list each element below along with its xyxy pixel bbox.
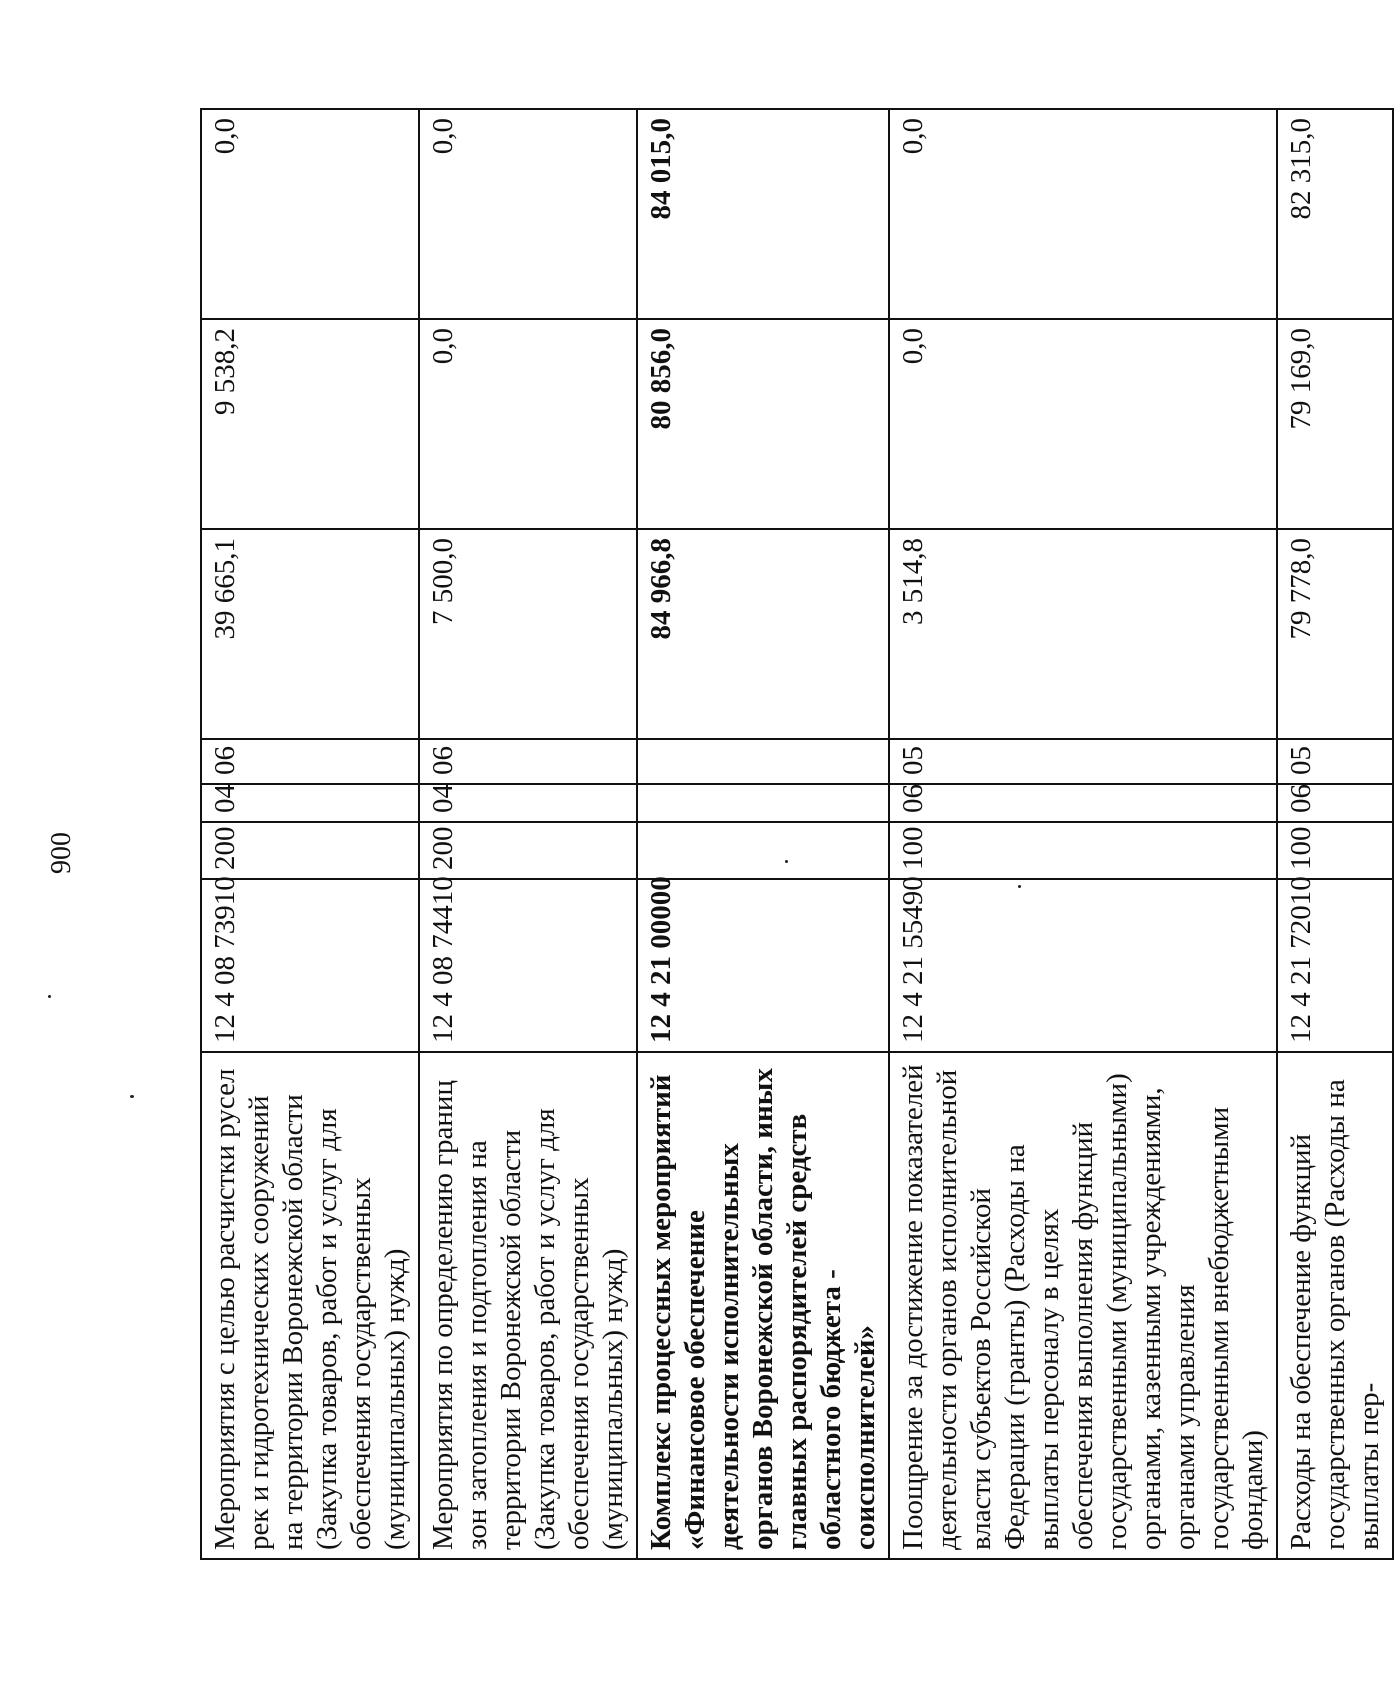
table-row — [419, 109, 637, 1559]
amount-year-2: 9 538,2 — [201, 319, 419, 529]
amount-year-3: 82 315,0 — [1277, 109, 1393, 319]
target-article-code: 12 4 08 73910 — [201, 879, 419, 1052]
amount-year-2: 80 856,0 — [637, 319, 889, 529]
subsection-code — [637, 739, 889, 784]
subsection-code: 05 — [889, 739, 1277, 784]
section-code: 04 — [201, 784, 419, 822]
section-code: 04 — [419, 784, 637, 822]
expense-type-code: 100 — [889, 822, 1277, 879]
row-description: Поощрение за достижение показателей деятельности органов исполнительной власти субъектов Российской Федерации (гранты) (Расходы на выплаты персоналу в целях обеспечения выполнения функций государственными (муниципальными) органами, казенными учреждениями, органами управления государственными внебюджетными фондами) — [889, 1052, 1277, 1559]
budget-table — [200, 108, 1394, 1560]
amount-year-1: 84 966,8 — [637, 529, 889, 739]
row-description: Комплекс процессных мероприятий «Финансовое обеспечение деятельности исполнительных органов Воронежской области, иных главных распорядителей средств областного бюджета - соисполнителей» — [637, 1052, 889, 1559]
table-row — [889, 109, 1277, 1559]
expense-type-code: 200 — [201, 822, 419, 879]
amount-year-2: 0,0 — [419, 319, 637, 529]
table-row — [637, 109, 889, 1559]
subsection-code: 06 — [201, 739, 419, 784]
page-number: 900 — [46, 832, 77, 874]
row-description: Мероприятия с целью расчистки русел рек и гидротехнических сооружений на территории Воронежской области (Закупка товаров, работ и услуг для обеспечения государственных (муниципальных) нужд) — [201, 1052, 419, 1559]
amount-year-3: 0,0 — [201, 109, 419, 319]
target-article-code: 12 4 21 55490 — [889, 879, 1277, 1052]
amount-year-1: 79 778,0 — [1277, 529, 1393, 739]
target-article-code: 12 4 21 72010 — [1277, 879, 1393, 1052]
amount-year-2: 0,0 — [889, 319, 1277, 529]
expense-type-code: 200 — [419, 822, 637, 879]
amount-year-3: 0,0 — [889, 109, 1277, 319]
scan-speck — [48, 995, 51, 998]
amount-year-2: 79 169,0 — [1277, 319, 1393, 529]
row-description: Мероприятия по определению границ зон затопления и подтопления на территории Воронежской области (Закупка товаров, работ и услуг для обеспечения государственных (муниципальных) нужд) — [419, 1052, 637, 1559]
expense-type-code: 100 — [1277, 822, 1393, 879]
table-row — [1277, 109, 1393, 1559]
target-article-code: 12 4 21 00000 — [637, 879, 889, 1052]
rotated-table-container — [200, 110, 1385, 1560]
amount-year-1: 39 665,1 — [201, 529, 419, 739]
subsection-code: 05 — [1277, 739, 1393, 784]
section-code: 06 — [1277, 784, 1393, 822]
amount-year-1: 7 500,0 — [419, 529, 637, 739]
section-code — [637, 784, 889, 822]
amount-year-3: 84 015,0 — [637, 109, 889, 319]
amount-year-1: 3 514,8 — [889, 529, 1277, 739]
subsection-code: 06 — [419, 739, 637, 784]
row-description: Расходы на обеспечение функций государственных органов (Расходы на выплаты пер- — [1277, 1052, 1393, 1559]
section-code: 06 — [889, 784, 1277, 822]
expense-type-code — [637, 822, 889, 879]
scan-speck — [130, 1095, 134, 1098]
target-article-code: 12 4 08 74410 — [419, 879, 637, 1052]
amount-year-3: 0,0 — [419, 109, 637, 319]
table-row — [201, 109, 419, 1559]
